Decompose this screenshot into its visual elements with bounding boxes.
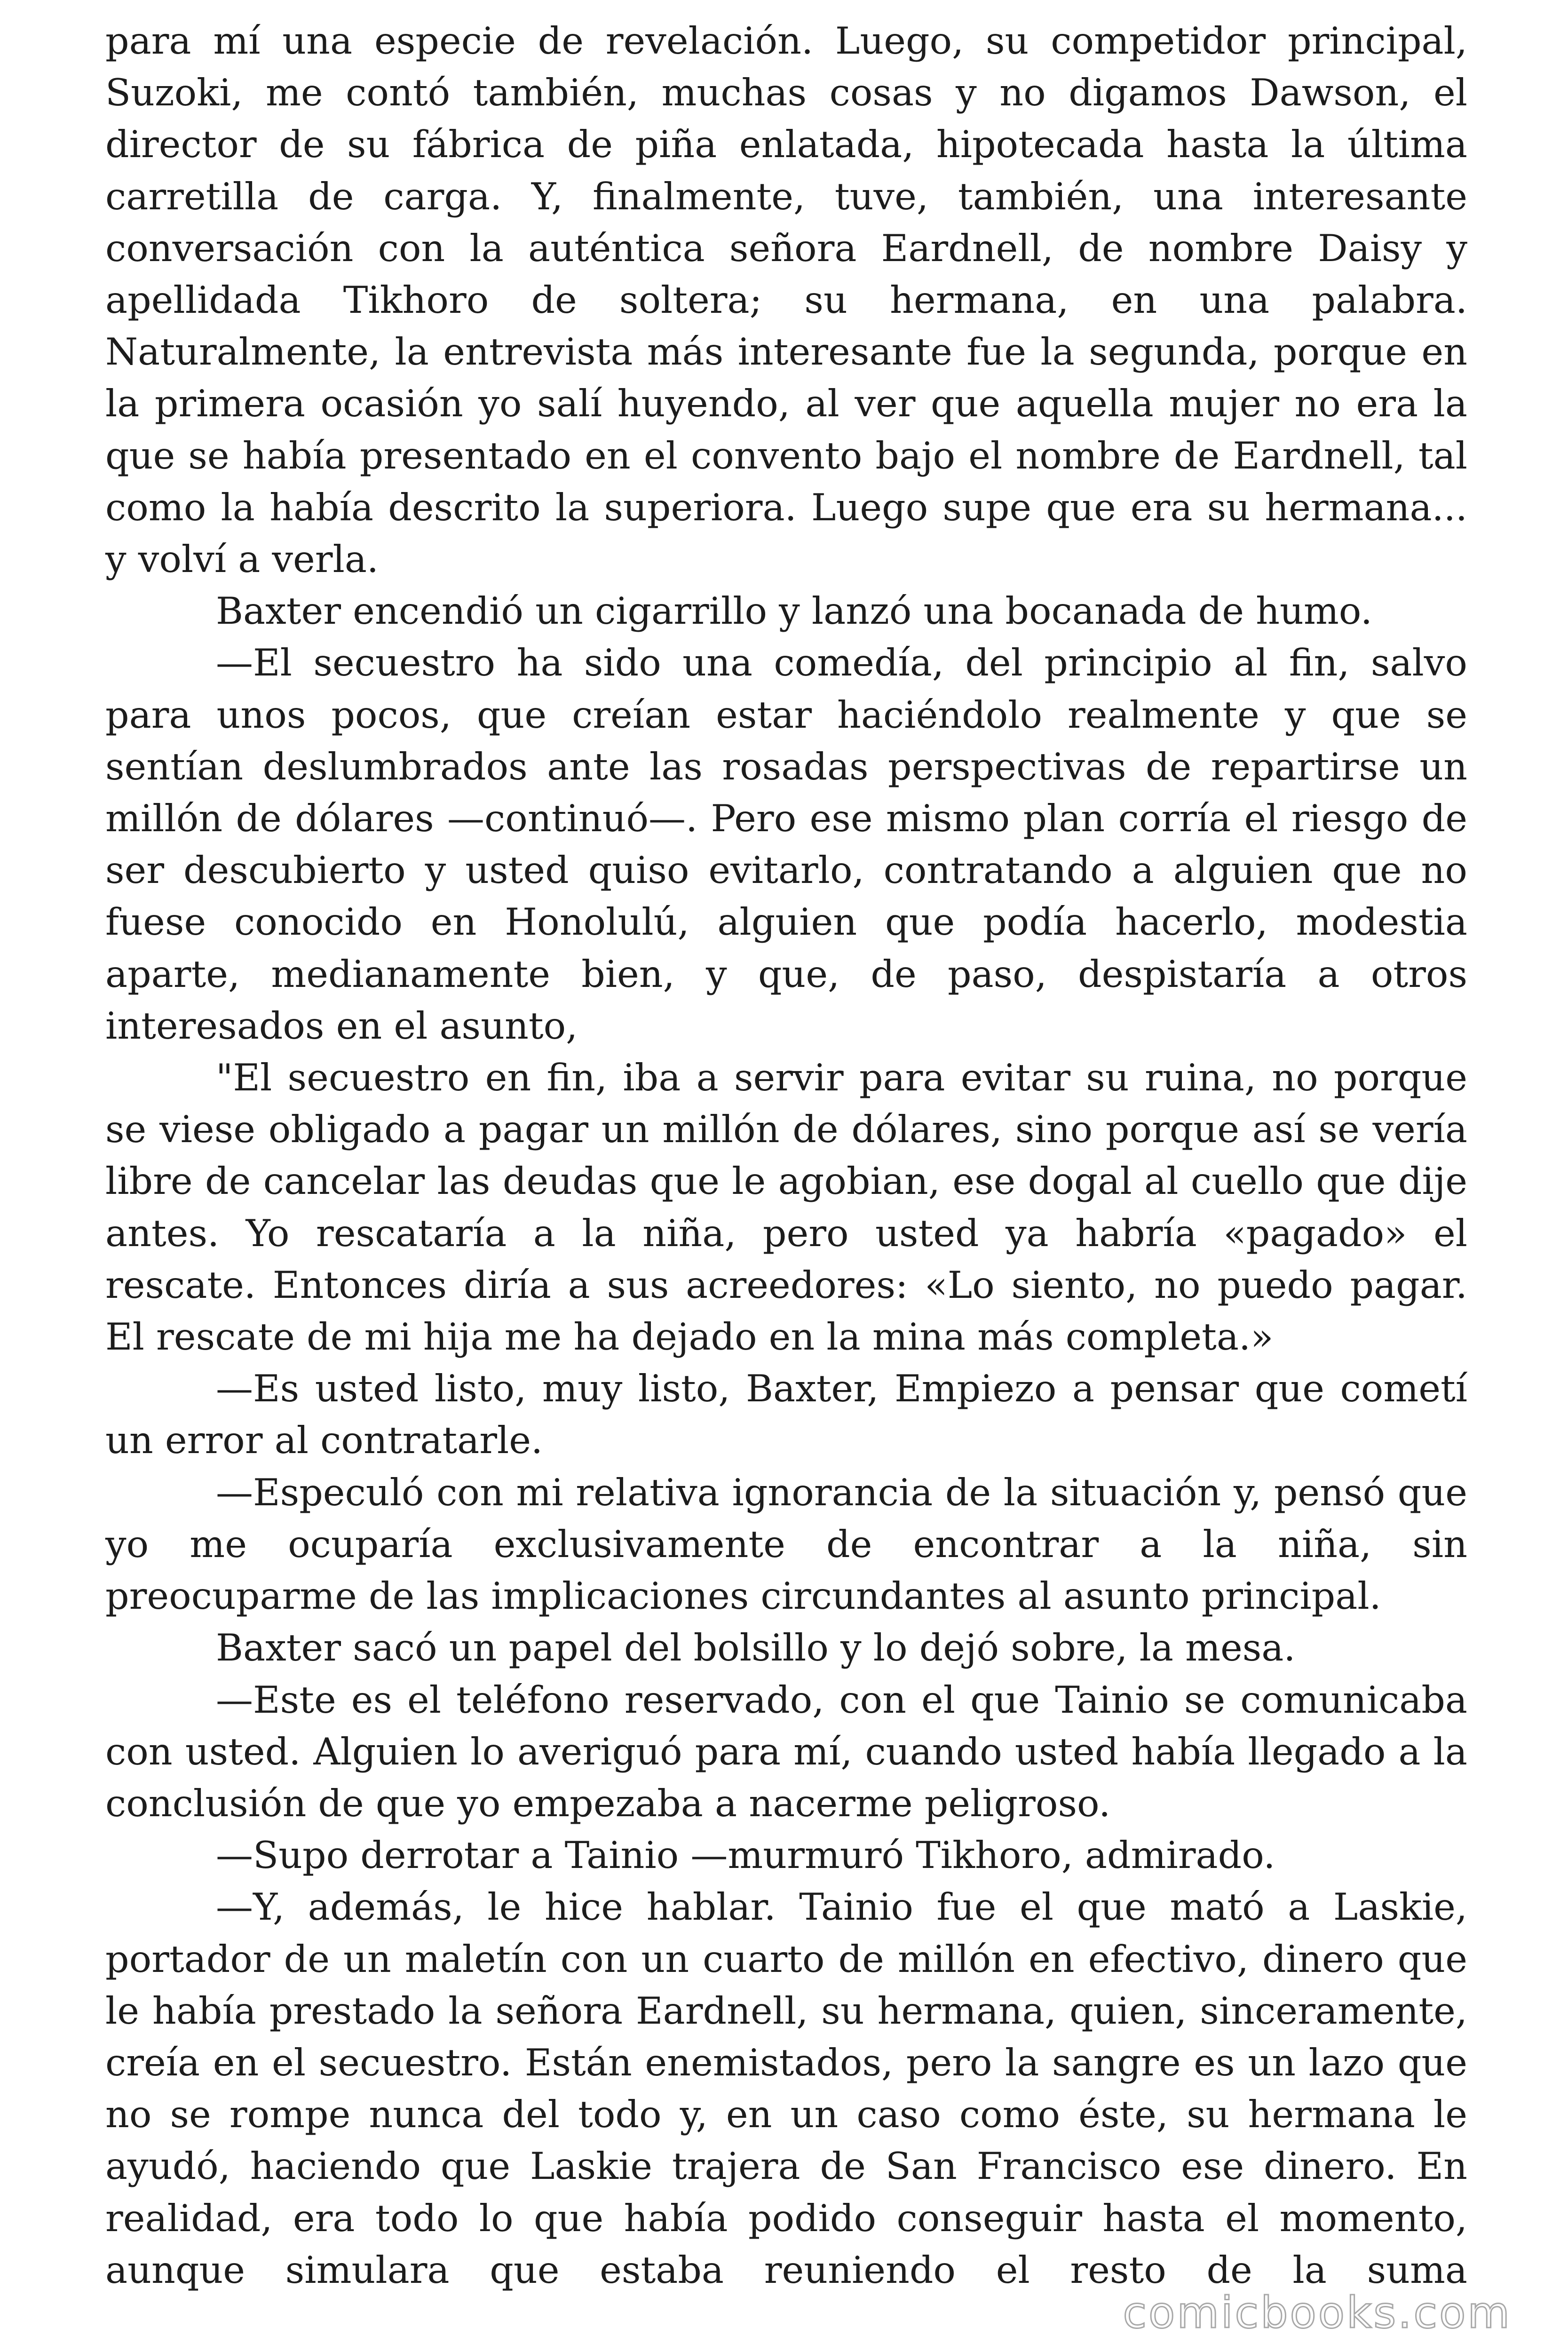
paragraph-2: Baxter encendió un cigarrillo y lanzó una bocanada de humo.: [216, 589, 1373, 633]
watermark: comicbooks.com: [1123, 2288, 1512, 2338]
page-body: [105, 15, 1467, 2296]
paragraph-5: —Es usted listo, muy listo, Baxter, Empiezo a pensar que cometí un error al contratarle.: [105, 1367, 1467, 1462]
paragraph-7: Baxter sacó un papel del bolsillo y lo dejó sobre, la mesa.: [216, 1626, 1296, 1670]
paragraph-6: —Especuló con mi relativa ignorancia de la situación y, pensó que yo me ocuparía exclusivamente de encontrar a la niña, sin preocuparme de las implicaciones circundantes al asunto principal.: [105, 1470, 1467, 1618]
paragraph-10: —Y, además, le hice hablar. Tainio fue el que mató a Laskie, portador de un maletín con un cuarto de millón en efectivo, dinero que le había prestado la señora Eardnell, su hermana, quien, sinceramente, creía en el secuestro. Están enemistados, pero la sangre es un lazo que no se rompe nunca del todo y, en un caso como éste, su hermana le ayudó, haciendo que Laskie trajera de San Francisco ese dinero. En realidad, era todo lo que había podido conseguir hasta el momento, aunque simulara que estaba reuniendo el resto de la suma: [105, 1885, 1467, 2292]
paragraph-1: para mí una especie de revelación. Luego, su competidor principal, Suzoki, me contó también, muchas cosas y no digamos Dawson, el director de su fábrica de piña enlatada, hipotecada hasta la última carretilla de carga. Y, finalmente, tuve, también, una interesante conversación con la auténtica señora Eardnell, de nombre Daisy y apellidada Tikhoro de soltera; su hermana, en una palabra. Naturalmente, la entrevista más interesante fue la segunda, porque en la primera ocasión yo salí huyendo, al ver que aquella mujer no era la que se había presentado en el convento bajo el nombre de Eardnell, tal como la había descrito la superiora. Luego supe que era su hermana... y volví a verla.: [105, 19, 1467, 581]
paragraph-9: —Supo derrotar a Tainio —murmuró Tikhoro, admirado.: [216, 1834, 1275, 1877]
paragraph-8: —Este es el teléfono reservado, con el que Tainio se comunicaba con usted. Alguien lo averiguó para mí, cuando usted había llegado a la conclusión de que yo empezaba a nacerme peligroso.: [105, 1678, 1467, 1825]
paragraph-3: —El secuestro ha sido una comedía, del principio al fin, salvo para unos pocos, que creían estar haciéndolo realmente y que se sentían deslumbrados ante las rosadas perspectivas de repartirse un millón de dólares —continuó—. Pero ese mismo plan corría el riesgo de ser descubierto y usted quiso evitarlo, contratando a alguien que no fuese conocido en Honolulú, alguien que podía hacerlo, modestia aparte, medianamente bien, y que, de paso, despistaría a otros interesados en el asunto,: [105, 641, 1467, 1048]
paragraph-4: "El secuestro en fin, iba a servir para evitar su ruina, no porque se viese obligado a pagar un millón de dólares, sino porque así se vería libre de cancelar las deudas que le agobian, ese dogal al cuello que dije antes. Yo rescataría a la niña, pero usted ya habría «pagado» el rescate. Entonces diría a sus acreedores: «Lo siento, no puedo pagar. El rescate de mi hija me ha dejado en la mina más completa.»: [105, 1056, 1467, 1359]
